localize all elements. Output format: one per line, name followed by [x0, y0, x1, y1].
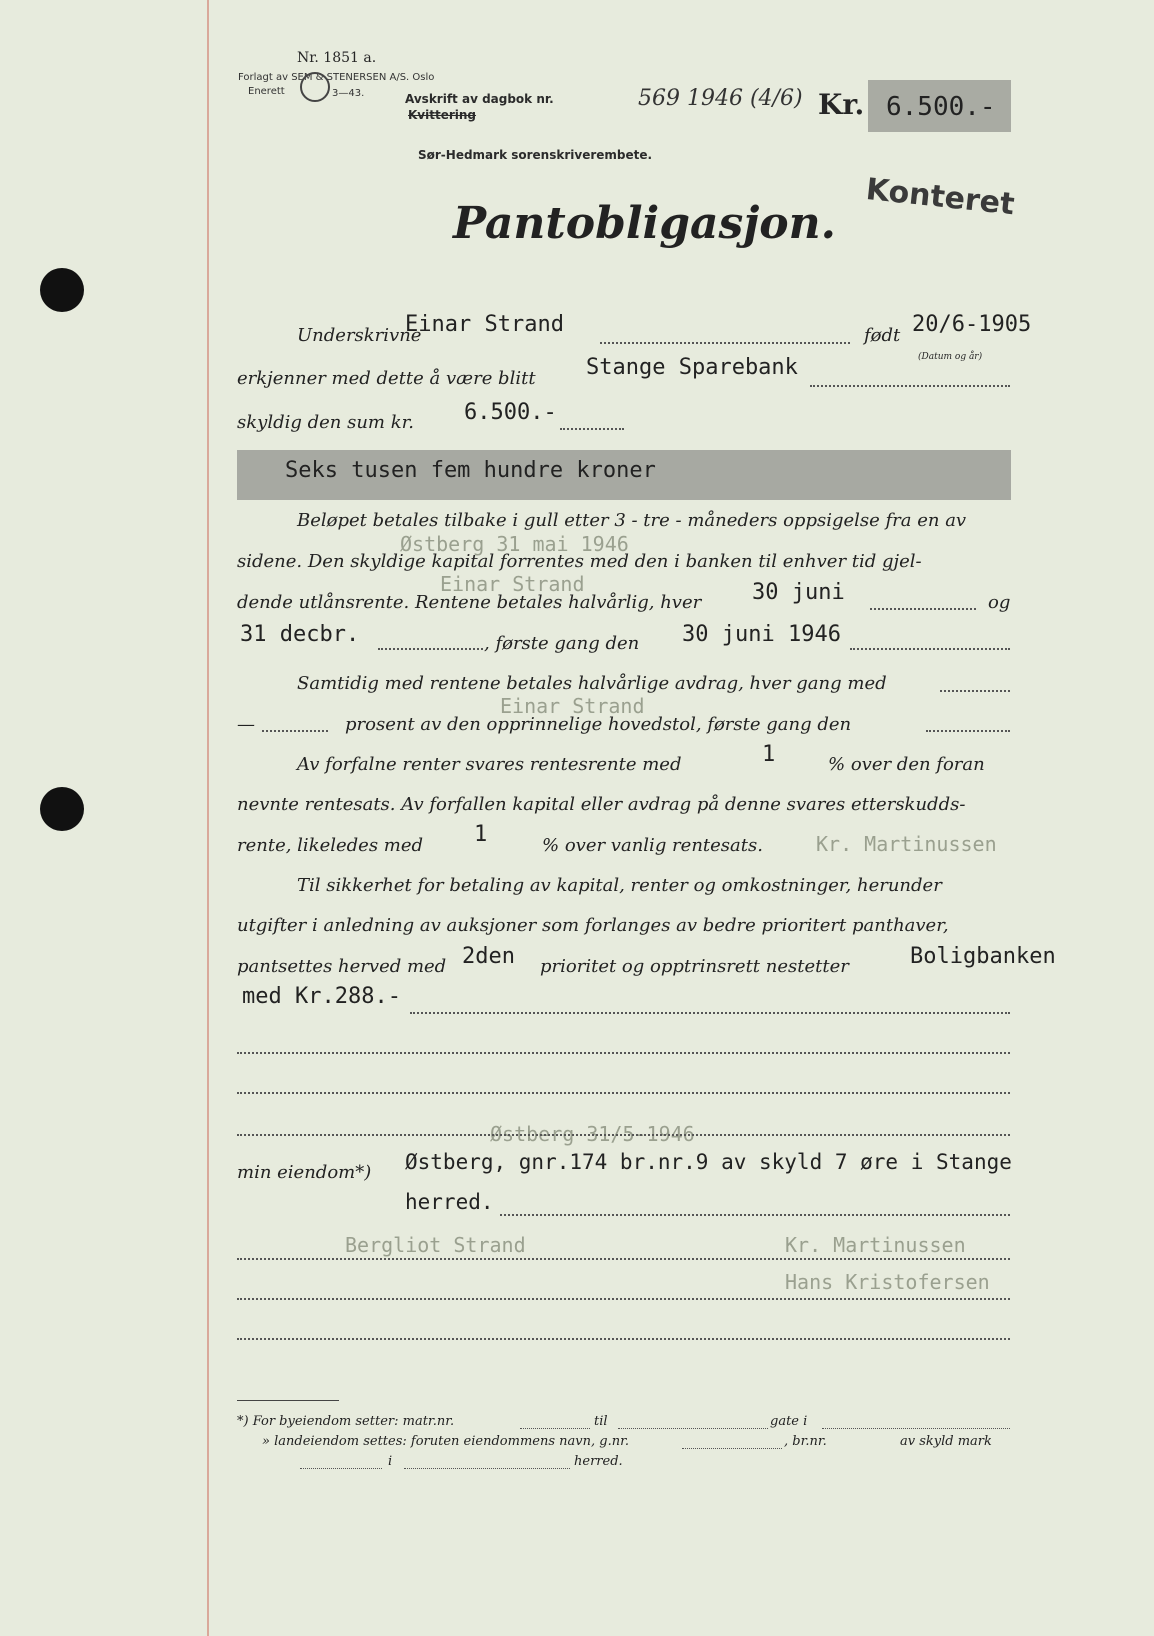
dotted-line: [560, 428, 624, 430]
p3-line2: nevnte rentesats. Av forfallen kapital eller avdrag på denne svares etterskudds-: [237, 794, 966, 815]
sum-words: Seks tusen fem hundre kroner: [285, 458, 656, 483]
p1-line1: Beløpet betales tilbake i gull etter 3 - tre - måneders oppsigelse fra en av: [297, 510, 967, 531]
sum-value: 6.500.-: [464, 400, 557, 425]
dotted-line: [300, 1468, 382, 1469]
publisher-line: Forlagt av SEM & STENERSEN A/S. Oslo: [238, 72, 435, 83]
dotted-line: [262, 730, 328, 732]
creditor-name: Stange Sparebank: [586, 355, 798, 380]
stamp-kvittering: Kvittering: [408, 108, 477, 122]
birth-date: 20/6-1905: [912, 312, 1032, 337]
p3-line1: Av forfalne renter svares rentesrente med: [297, 754, 682, 775]
bleed-through-8: Hans Kristofersen: [785, 1270, 990, 1294]
p4-line3: pantsettes herved med: [237, 956, 447, 977]
bleed-through-1: Østberg 31 mai 1946: [400, 532, 629, 556]
p2-line1: Samtidig med rentene betales halvårlige avdrag, hver gang med: [297, 673, 887, 694]
punch-hole-bottom: [40, 787, 84, 831]
margin-line: [207, 0, 209, 1636]
dotted-line: [870, 608, 976, 610]
dotted-line: [926, 730, 1010, 732]
dotted-line: [520, 1428, 590, 1429]
p2-line2: prosent av den opprinnelige hovedstol, første gang den: [345, 714, 852, 735]
og-label: og: [988, 592, 1011, 613]
p3-line1b: % over den foran: [828, 754, 985, 775]
dotted-line: [618, 1428, 768, 1429]
dotted-line: [600, 342, 850, 344]
footnote-line2: » landeiendom settes: foruten eiendommens navn, g.nr.: [262, 1434, 629, 1449]
eiendom-label: min eiendom*): [237, 1162, 372, 1183]
dotted-line: [682, 1448, 782, 1449]
p4-line3b: prioritet og opptrinsrett nestetter: [540, 956, 849, 977]
interest-date-1: 30 juni: [752, 580, 845, 605]
p1-line2: sidene. Den skyldige kapital forrentes med den i banken til enhver tid gjel-: [237, 551, 922, 572]
dotted-line: [378, 648, 483, 650]
debtor-name: Einar Strand: [405, 312, 564, 337]
stamp-court: Sør-Hedmark sorenskriverembete.: [418, 148, 653, 162]
skyldig-label: skyldig den sum kr.: [237, 412, 414, 433]
property-line-1: Østberg, gnr.174 br.nr.9 av skyld 7 øre i Stange: [405, 1150, 1012, 1174]
kr-amount: 6.500.-: [886, 92, 996, 122]
datum-note: (Datum og år): [918, 352, 983, 362]
dotted-line: [237, 1134, 1010, 1136]
publisher-code: 3—43.: [332, 88, 365, 99]
penalty-rate-1: 1: [762, 742, 776, 767]
footnote-line1: *) For byeiendom setter: matr.nr.: [237, 1414, 455, 1429]
interest-date-2: 31 decbr.: [240, 622, 360, 647]
fodt-label: født: [864, 325, 901, 346]
bleed-through-4: Kr. Martinussen: [816, 832, 997, 856]
dotted-line: [237, 1258, 1010, 1260]
publisher-enerett: Enerett: [248, 86, 285, 97]
dotted-line: [237, 1298, 1010, 1300]
stamp-dagbok: Avskrift av dagbok nr.: [405, 92, 554, 106]
punch-hole-top: [40, 268, 84, 312]
kr-label: Kr.: [818, 88, 865, 121]
footnote-divider: [237, 1400, 339, 1401]
prior-amount: med Kr.288.-: [242, 984, 401, 1009]
form-number: Nr. 1851 a.: [297, 50, 377, 66]
property-line-2: herred.: [405, 1190, 494, 1214]
footnote-i: i: [388, 1454, 393, 1469]
dotted-line: [810, 385, 1010, 387]
p3-line3b: % over vanlig rentesats.: [542, 835, 763, 856]
dotted-line: [237, 1092, 1010, 1094]
priority-value: 2den: [462, 944, 515, 969]
p1-line3: dende utlånsrente. Rentene betales halvårlig, hver: [237, 592, 702, 613]
bleed-through-7: Kr. Martinussen: [785, 1233, 966, 1257]
p3-line3: rente, likeledes med: [237, 835, 424, 856]
publisher-logo-icon: [300, 72, 330, 102]
prior-creditor: Boligbanken: [910, 944, 1056, 969]
footnote-herred: herred.: [574, 1454, 623, 1469]
penalty-rate-2: 1: [474, 822, 488, 847]
dotted-line: [940, 690, 1010, 692]
erkjenner-label: erkjenner med dette å være blitt: [237, 368, 536, 389]
bleed-through-3: Einar Strand: [500, 694, 645, 718]
dotted-line: [404, 1468, 570, 1469]
footnote-skyld: av skyld mark: [900, 1434, 992, 1449]
p4-line1: Til sikkerhet for betaling av kapital, renter og omkostninger, herunder: [297, 875, 942, 896]
dotted-line: [850, 648, 1010, 650]
footnote-br: , br.nr.: [784, 1434, 827, 1449]
p2-dash: —: [237, 714, 255, 735]
bleed-through-6: Bergliot Strand: [345, 1233, 526, 1257]
dotted-line: [822, 1428, 1010, 1429]
p4-line2: utgifter i anledning av auksjoner som forlanges av bedre prioritert panthaver,: [237, 915, 949, 936]
footnote-til: til: [594, 1414, 608, 1429]
bleed-through-2: Einar Strand: [440, 572, 585, 596]
first-interest-date: 30 juni 1946: [682, 622, 841, 647]
dotted-line: [500, 1214, 1010, 1216]
underskrivne-label: Underskrivne: [297, 325, 422, 346]
document-title: Pantobligasjon.: [453, 198, 836, 249]
dagbok-number: 569 1946 (4/6): [638, 86, 803, 111]
stamp-konteret: Konteret: [864, 172, 1017, 223]
forste-label: , første gang den: [484, 633, 640, 654]
dotted-line: [237, 1052, 1010, 1054]
dotted-line: [410, 1012, 1010, 1014]
dotted-line: [237, 1338, 1010, 1340]
bleed-through-5: Østberg 31/5-1946: [490, 1122, 695, 1146]
footnote-gate: gate i: [770, 1414, 808, 1429]
